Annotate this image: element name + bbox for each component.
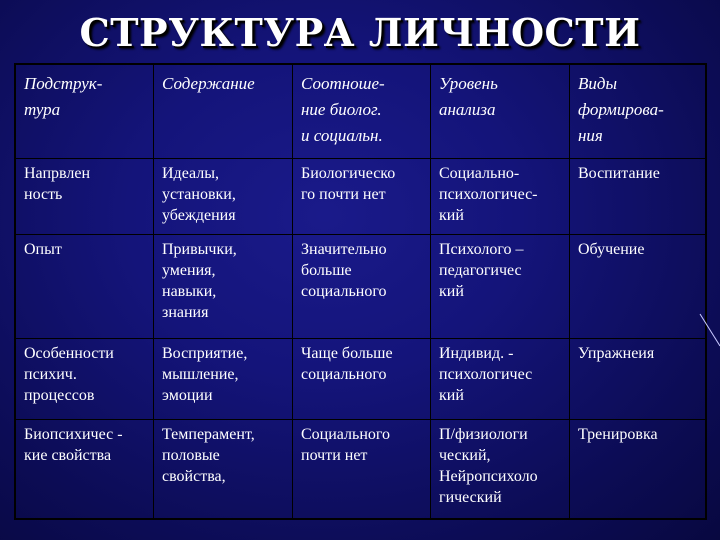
table-cell: Психолого – педагогичес кий bbox=[431, 235, 570, 339]
table-cell: П/физиологи ческий, Нейропсихоло гический bbox=[431, 420, 570, 518]
header-cell-formation-types: Виды формирова- ния bbox=[570, 65, 705, 159]
table-cell: Тренировка bbox=[578, 426, 658, 443]
decorative-line bbox=[696, 300, 720, 360]
table-cell: Биологическо го почти нет bbox=[293, 159, 431, 235]
table-cell: Социального почти нет bbox=[293, 420, 431, 518]
table-cell: Индивид. - психологичес кий bbox=[431, 339, 570, 420]
header-cell-substructure: Подструк- тура bbox=[16, 65, 154, 159]
table-cell: Особенности психич. процессов bbox=[16, 339, 154, 420]
table-cell: Восприятие, мышление, эмоции bbox=[154, 339, 293, 420]
header-cell-content: Содержание bbox=[154, 65, 293, 159]
header-cell-analysis-level: Уровень анализа bbox=[431, 65, 570, 159]
table-cell: Воспитание bbox=[570, 159, 705, 235]
header-cell-bio-social-ratio: Соотноше- ние биолог. и социальн. bbox=[293, 65, 431, 159]
table-cell: Напрвлен ность bbox=[16, 159, 154, 235]
table-cell: Темперамент, половые свойства, bbox=[154, 420, 293, 518]
personality-structure-table bbox=[14, 63, 707, 520]
table-cell: Идеалы, установки, убеждения bbox=[154, 159, 293, 235]
table-cell: Значительно больше социального bbox=[293, 235, 431, 339]
table-cell: Привычки, умения, навыки, знания bbox=[154, 235, 293, 339]
table-cell: Социально- психологичес- кий bbox=[431, 159, 570, 235]
table-cell: Опыт bbox=[16, 235, 154, 339]
table-cell: Чаще больше социального bbox=[293, 339, 431, 420]
table-cell: Обучение bbox=[570, 235, 705, 339]
slide-title: СТРУКТУРА ЛИЧНОСТИ bbox=[79, 10, 641, 55]
table-cell: Упражнеия bbox=[570, 339, 705, 420]
table-cell: Биопсихичес - кие свойства bbox=[16, 420, 154, 518]
